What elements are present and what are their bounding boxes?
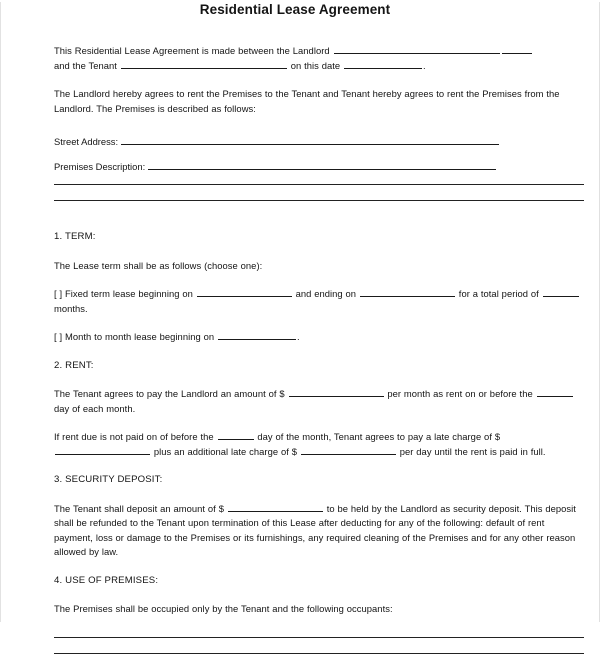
- rent-amount-blank[interactable]: [289, 387, 384, 397]
- spacer: [54, 206, 584, 230]
- premises-intro-paragraph: The Landlord hereby agrees to rent the Premises to the Tenant and Tenant hereby agrees to rent the Premises from the Landlord. The Premises is described as follows:: [54, 88, 560, 114]
- agreement-date-blank[interactable]: [344, 59, 422, 69]
- premises-description-label: Premises Description:: [54, 160, 146, 172]
- lease-agreement-page: [0, 2, 600, 622]
- spacer: [54, 316, 584, 330]
- landlord-name-blank[interactable]: [334, 44, 500, 54]
- landlord-name-blank-tail[interactable]: [502, 44, 532, 54]
- spacer: [54, 150, 584, 160]
- rent-due-day-blank[interactable]: [537, 387, 573, 397]
- use-of-premises-paragraph: The Premises shall be occupied only by the Tenant and the following occupants:: [54, 603, 393, 614]
- term-intro-paragraph: The Lease term shall be as follows (choose one):: [54, 259, 263, 271]
- street-address-label: Street Address:: [54, 136, 119, 147]
- late-charge-text-c: plus an additional late charge of $: [153, 445, 298, 457]
- late-charge-day-blank[interactable]: [218, 430, 254, 440]
- premises-description-line-2[interactable]: [54, 174, 584, 190]
- security-deposit-text-b: to be held by the Landlord as security deposit. This deposit shall be refunded to the Tenant upon termination of this Lease after deducting for any of the following: default of rent payment, loss or damage to the Premises or its furnishings, any required cleaning of the Premises and for any other reason allowed by law.: [54, 502, 576, 557]
- section-heading-use-of-premises: 4. USE OF PREMISES:: [54, 574, 159, 586]
- spacer: [54, 373, 584, 387]
- document-body: [7, 44, 591, 659]
- tenant-name-blank[interactable]: [121, 59, 287, 69]
- street-address-field-row: [54, 135, 584, 150]
- fixed-term-start-date-blank[interactable]: [197, 287, 292, 297]
- occupants-line-1[interactable]: [54, 627, 584, 643]
- rent-amount-text-a: The Tenant agrees to pay the Landlord an amount of $: [54, 388, 285, 399]
- term-option-fixed-text-c: for a total period of: [458, 288, 539, 299]
- spacer: [54, 245, 584, 259]
- spacer: [54, 459, 584, 473]
- rent-amount-text-c: day of each month.: [54, 402, 136, 414]
- spacer: [54, 588, 584, 602]
- term-option-month-period: .: [297, 331, 300, 342]
- premises-description-blank[interactable]: [148, 160, 496, 170]
- spacer: [54, 116, 584, 135]
- blank-rule: [54, 200, 584, 201]
- blank-rule: [54, 653, 584, 654]
- intro-line2-period: .: [423, 59, 426, 71]
- street-address-blank[interactable]: [121, 135, 499, 145]
- spacer: [54, 416, 584, 430]
- rent-amount-text-b: per month as rent on or before the: [387, 388, 533, 399]
- page-title: Residential Lease Agreement: [199, 2, 391, 17]
- rent-amount-paragraph: [54, 387, 584, 416]
- term-option-month-checkbox-label[interactable]: [ ] Month to month lease beginning on: [54, 331, 215, 342]
- late-charge-daily-amount-blank[interactable]: [301, 445, 396, 455]
- term-option-fixed-text-b: and ending on: [295, 288, 357, 299]
- section-heading-security-deposit: 3. SECURITY DEPOSIT:: [54, 474, 163, 485]
- fixed-term-end-date-blank[interactable]: [360, 287, 455, 297]
- late-charge-amount-blank[interactable]: [55, 445, 150, 455]
- section-heading-rent: 2. RENT:: [54, 359, 94, 371]
- intro-line2-date-label: on this date: [290, 59, 341, 71]
- security-deposit-paragraph: [54, 502, 584, 560]
- security-deposit-amount-blank[interactable]: [228, 502, 323, 512]
- spacer: [54, 560, 584, 574]
- late-charge-text-b: day of the month, Tenant agrees to pay a late charge of $: [257, 431, 501, 442]
- term-option-fixed-checkbox-label[interactable]: [ ] Fixed term lease beginning on: [54, 288, 193, 299]
- spacer: [54, 73, 584, 87]
- late-charge-paragraph: [54, 430, 584, 459]
- term-option-month-to-month: [54, 330, 584, 345]
- premises-description-line-3[interactable]: [54, 190, 584, 206]
- occupants-line-2[interactable]: [54, 643, 584, 659]
- late-charge-text-d: per day until the rent is paid in full.: [399, 445, 546, 457]
- term-option-fixed: [54, 287, 584, 316]
- intro-line1-text: This Residential Lease Agreement is made between the Landlord: [54, 45, 330, 56]
- spacer: [54, 345, 584, 359]
- spacer: [54, 617, 584, 627]
- section-heading-term: 1. TERM:: [54, 231, 96, 242]
- blank-rule: [54, 637, 584, 638]
- month-to-month-start-date-blank[interactable]: [218, 330, 296, 340]
- intro-paragraph: [54, 44, 584, 73]
- intro-line2-text: and the Tenant: [54, 59, 117, 71]
- premises-description-field-row: [54, 160, 584, 175]
- spacer: [54, 488, 584, 502]
- term-option-fixed-text-d: months.: [54, 302, 88, 314]
- fixed-term-months-blank[interactable]: [543, 287, 579, 297]
- security-deposit-text-a: The Tenant shall deposit an amount of $: [54, 502, 224, 514]
- blank-rule: [54, 184, 584, 185]
- late-charge-text-a: If rent due is not paid on of before the: [54, 431, 214, 442]
- spacer: [54, 273, 584, 287]
